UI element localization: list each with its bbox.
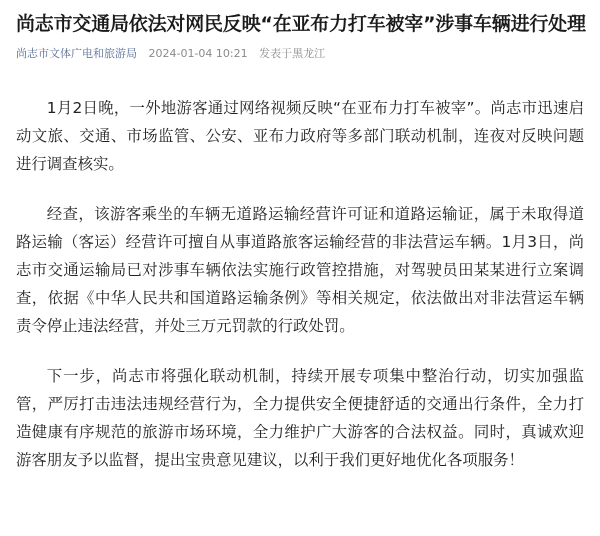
paragraph: 下一步，尚志市将强化联动机制，持续开展专项集中整治行动，切实加强监管，严厉打击违法违规经营行为，全力提供安全便捷舒适的交通出行条件，全力打造健康有序规范的旅游市场环境，全力维护广大游客的合法权益。同时，真诚欢迎游客朋友予以监督，提出宝贵意见建议，以利于我们更好地优化各项服务！ [16,367,584,469]
article-body [16,94,584,474]
publish-location: 发表于黑龙江 [259,47,326,60]
article-title: 尚志市交通局依法对网民反映“在亚布力打车被宰”涉事车辆进行处理 [16,13,586,35]
paragraph: 1月2日晚，一外地游客通过网络视频反映“在亚布力打车被宰”。尚志市迅速启动文旅、交通、市场监管、公安、亚布力政府等多部门联动机制，连夜对反映问题进行调查核实。 [16,99,584,173]
publish-time: 2024-01-04 10:21 [148,47,248,60]
article-meta [16,46,584,62]
paragraph: 经查，该游客乘坐的车辆无道路运输经营许可证和道路运输证，属于未取得道路运输（客运）经营许可擅自从事道路旅客运输经营的非法营运车辆。1月3日，尚志市交通运输局已对涉事车辆依法实施行政管控措施，对驾驶员田某某进行立案调查，依据《中华人民共和国道路运输条例》等相关规定，依法做出对非法营运车辆责令停止违法经营，并处三万元罚款的行政处罚。 [16,205,584,335]
source-account-link[interactable]: 尚志市文体广电和旅游局 [16,47,137,60]
